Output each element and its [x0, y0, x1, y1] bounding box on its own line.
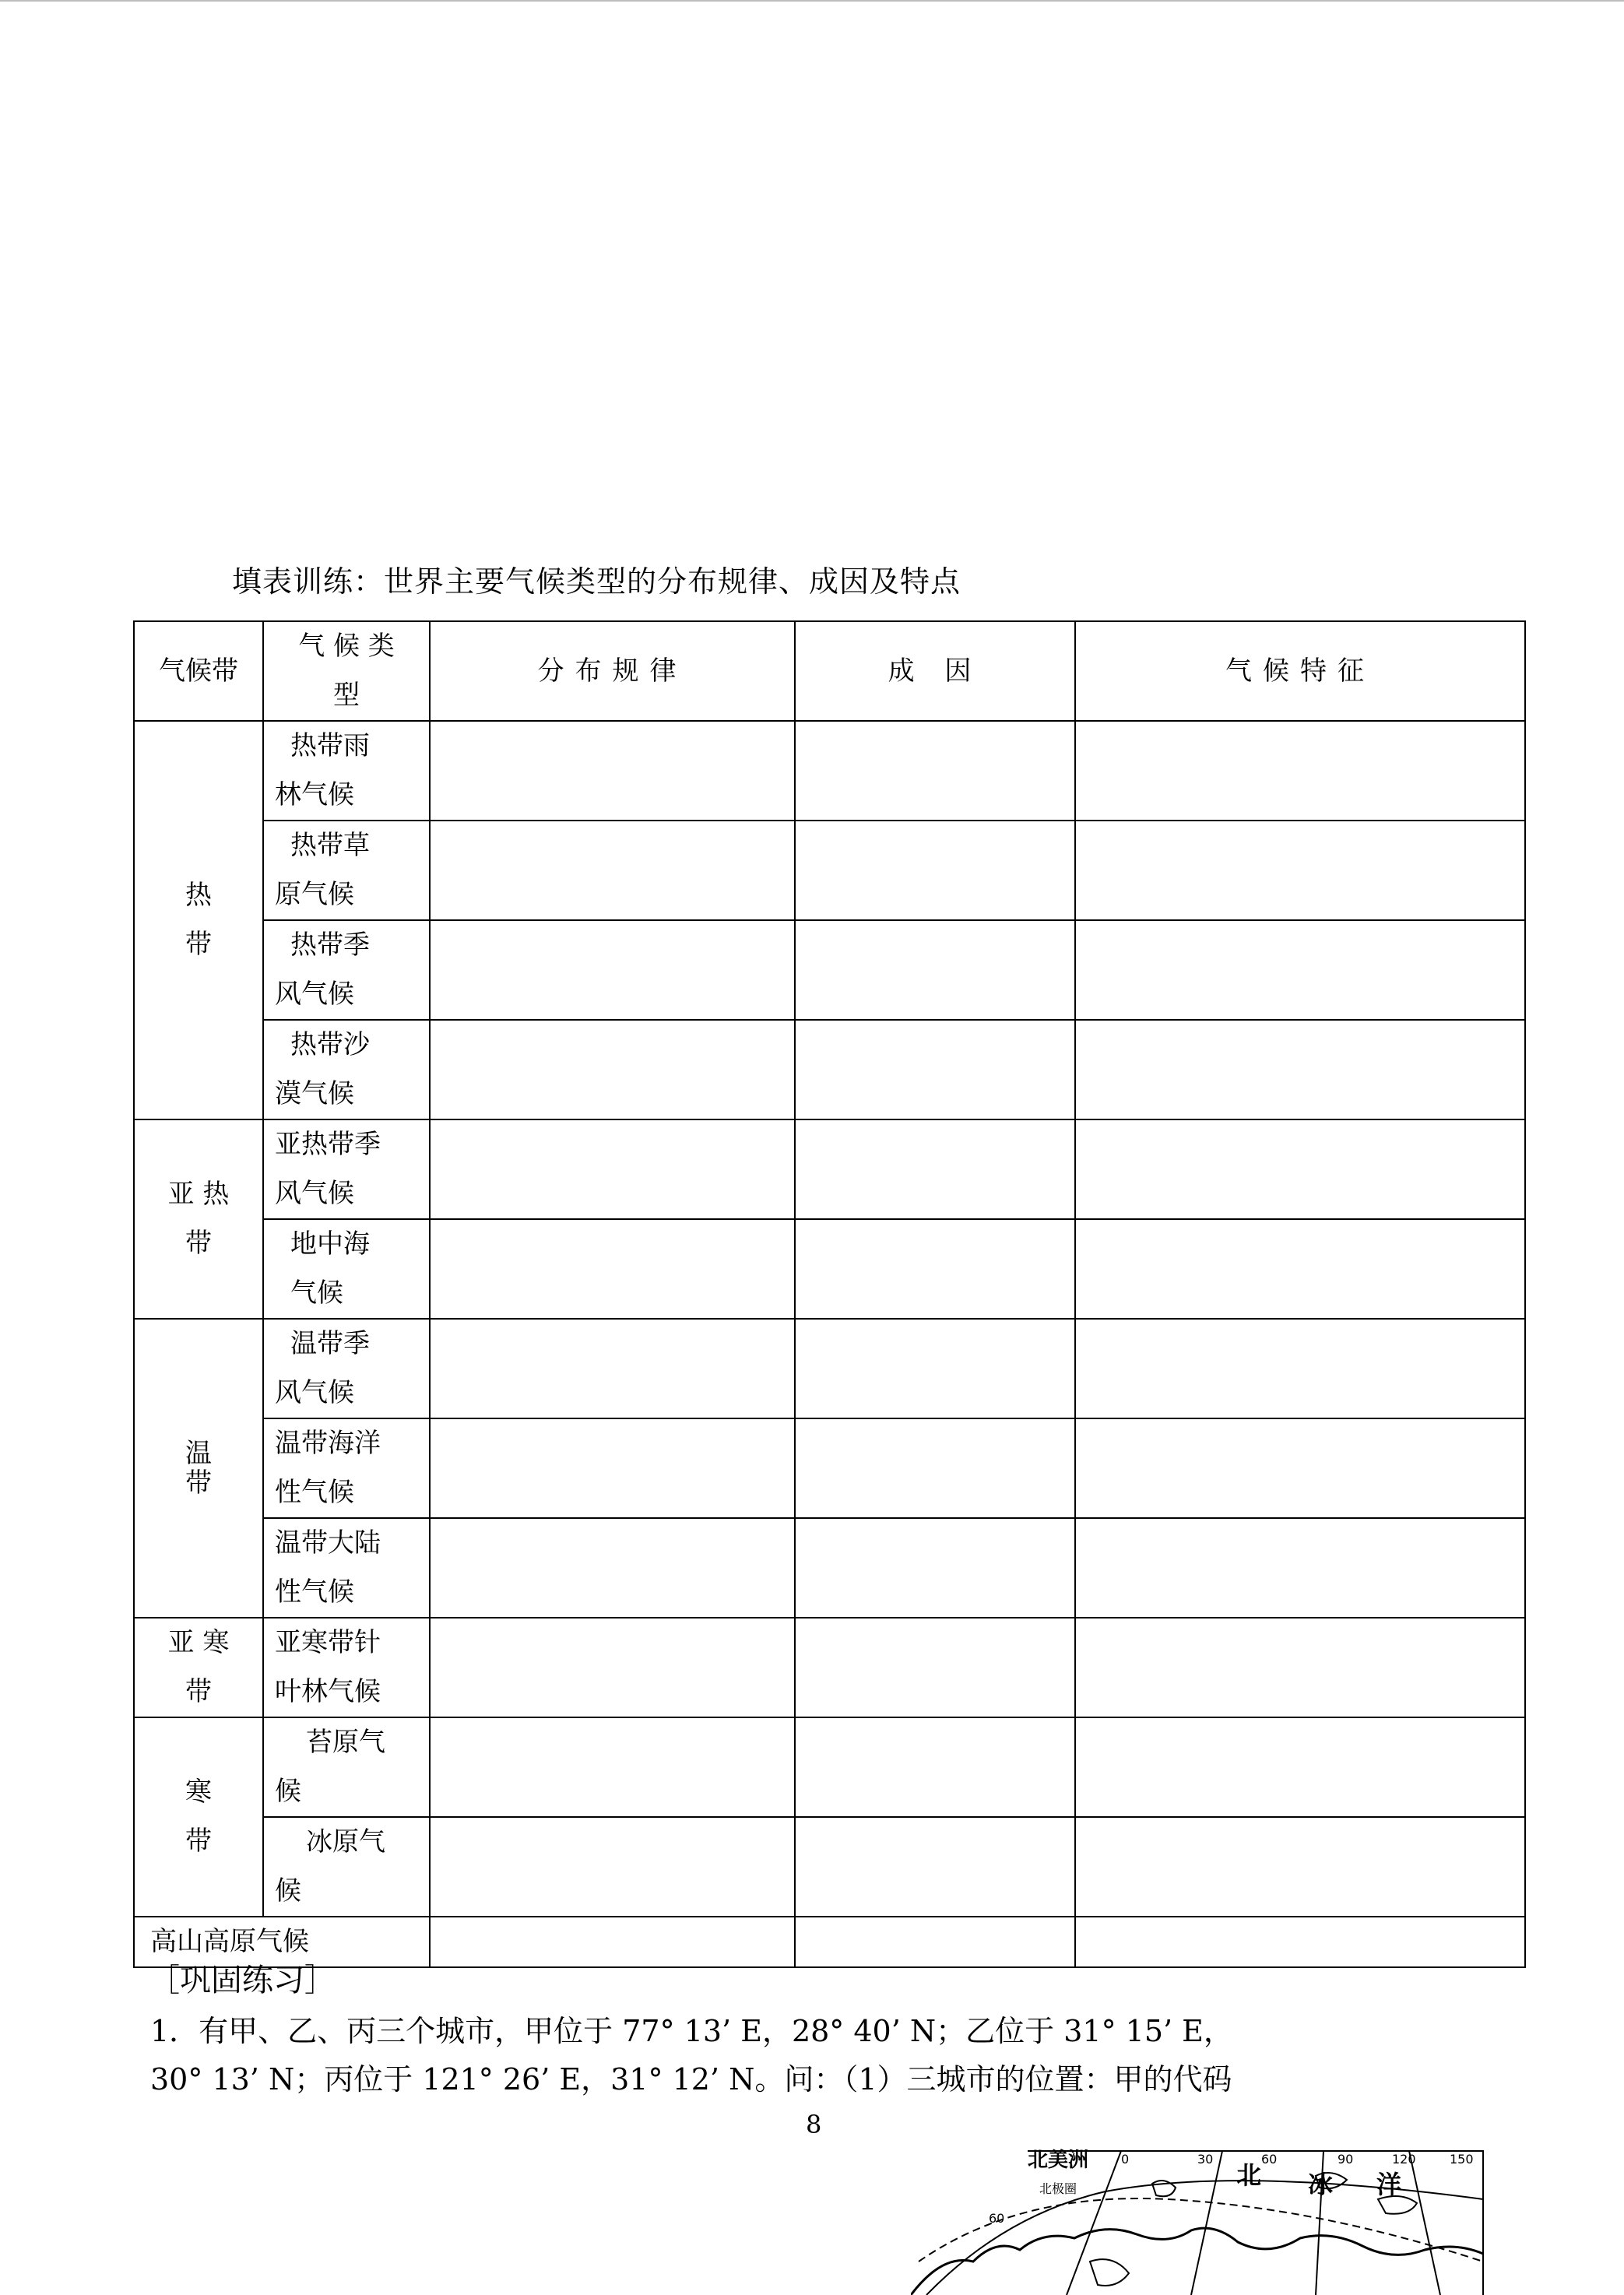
type-line: 性气候: [275, 1477, 354, 1508]
feature-blank[interactable]: [1075, 1020, 1525, 1119]
cause-blank[interactable]: [795, 721, 1075, 821]
table-row: [134, 1119, 1525, 1219]
type-line: 冰原气: [306, 1826, 385, 1857]
table-row-highland: [134, 1917, 1525, 1967]
map-label-continent: 北美洲: [1028, 2149, 1089, 2172]
type-line: 风气候: [275, 1178, 354, 1209]
cause-blank[interactable]: [795, 1418, 1075, 1518]
type-line: 温带海洋: [275, 1428, 381, 1459]
zone-subtropical: [134, 1119, 263, 1319]
type-line: 漠气候: [275, 1078, 354, 1109]
section-heading: ［巩固练习］: [149, 1963, 336, 1998]
header-type-line1: 气 候 类: [298, 631, 395, 662]
table-row: [134, 1618, 1525, 1717]
type-line: 原气候: [275, 879, 354, 910]
table-row: [134, 1717, 1525, 1817]
header-type: [263, 621, 430, 721]
table-header-row: [134, 621, 1525, 721]
type-line: 性气候: [275, 1576, 354, 1608]
distribution-blank[interactable]: [430, 920, 795, 1020]
table-row: [134, 1817, 1525, 1917]
zone-label: 热: [185, 880, 212, 911]
distribution-blank[interactable]: [430, 1319, 795, 1418]
distribution-blank[interactable]: [430, 1119, 795, 1219]
question-text-line2: 30° 13’ N；丙位于 121° 26’ E，31° 12’ N。问：（1）三城市的位置：甲的代码: [150, 2062, 1232, 2096]
distribution-blank[interactable]: [430, 1717, 795, 1817]
feature-blank[interactable]: [1075, 1319, 1525, 1418]
table-row: [134, 920, 1525, 1020]
cause-blank[interactable]: [795, 1618, 1075, 1717]
map-label-lon0: 0: [1121, 2152, 1130, 2167]
feature-blank[interactable]: [1075, 1817, 1525, 1917]
cause-blank[interactable]: [795, 1518, 1075, 1618]
type-line: 温带大陆: [275, 1527, 381, 1559]
meridian: [1191, 2151, 1222, 2295]
type-line: 热带季: [290, 930, 370, 961]
table-row: [134, 1319, 1525, 1418]
zone-label: 带: [185, 1676, 212, 1707]
feature-blank[interactable]: [1075, 1219, 1525, 1319]
distribution-blank[interactable]: [430, 1618, 795, 1717]
type-line: 风气候: [275, 1377, 354, 1408]
header-type-line2: 型: [333, 680, 360, 711]
type-line: 叶林气候: [275, 1676, 381, 1707]
header-feature: 气候特征: [1075, 621, 1525, 721]
zone-label: 带: [185, 929, 212, 960]
distribution-blank[interactable]: [430, 821, 795, 920]
zone-temperate: [134, 1319, 263, 1618]
feature-blank[interactable]: [1075, 1618, 1525, 1717]
cause-blank[interactable]: [795, 1717, 1075, 1817]
climate-type-cell: [263, 1817, 430, 1917]
type-line: 候: [275, 1875, 301, 1907]
table-row: [134, 1518, 1525, 1618]
map-label-ocean: 北: [1236, 2160, 1262, 2190]
zone-label: 温: [185, 1438, 212, 1469]
table-row: [134, 721, 1525, 821]
type-line: 候: [275, 1776, 301, 1807]
arctic-map: [911, 2145, 1487, 2295]
cause-blank[interactable]: [795, 1917, 1075, 1967]
question-text-line1: 1．有甲、乙、丙三个城市，甲位于 77° 13’ E，28° 40’ N；乙位于 31° 15’ E，: [150, 2014, 1233, 2048]
climate-type-cell: [263, 721, 430, 821]
feature-blank[interactable]: [1075, 821, 1525, 920]
table-row: [134, 1219, 1525, 1319]
climate-type-cell: [263, 1219, 430, 1319]
climate-type-cell: [263, 1119, 430, 1219]
type-line: 热带沙: [290, 1029, 370, 1060]
climate-type-cell: [263, 821, 430, 920]
highland-label: 高山高原气候: [134, 1917, 430, 1967]
distribution-blank[interactable]: [430, 1418, 795, 1518]
map-label-lon90: 90: [1338, 2152, 1354, 2167]
meridian: [1409, 2151, 1440, 2295]
type-line: 气候: [290, 1278, 343, 1309]
zone-label: 亚 热: [167, 1179, 230, 1210]
type-line: 亚热带季: [275, 1129, 381, 1160]
distribution-blank[interactable]: [430, 1219, 795, 1319]
feature-blank[interactable]: [1075, 1917, 1525, 1967]
page-top-edge: [0, 0, 1624, 2]
map-label-lon120: 120: [1392, 2152, 1416, 2167]
climate-type-cell: [263, 920, 430, 1020]
type-line: 热带雨: [290, 730, 370, 761]
land-outline: [1090, 2259, 1129, 2286]
map-label-lon150: 150: [1450, 2152, 1474, 2167]
climate-type-cell: [263, 1618, 430, 1717]
header-zone: 气候带: [134, 621, 263, 721]
type-line: 风气候: [275, 979, 354, 1010]
map-label-lon60: 60: [1261, 2152, 1278, 2167]
climate-type-cell: [263, 1020, 430, 1119]
feature-blank[interactable]: [1075, 1717, 1525, 1817]
zone-frigid: [134, 1717, 263, 1917]
type-line: 温带季: [290, 1328, 370, 1359]
feature-blank[interactable]: [1075, 920, 1525, 1020]
feature-blank[interactable]: [1075, 721, 1525, 821]
distribution-blank[interactable]: [430, 1020, 795, 1119]
type-line: 苔原气: [306, 1727, 385, 1758]
map-label-ocean: 洋: [1376, 2170, 1402, 2199]
zone-label: 寒: [185, 1777, 212, 1808]
map-label-lon30: 30: [1197, 2152, 1214, 2167]
table-row: [134, 821, 1525, 920]
type-line: 林气候: [275, 779, 354, 810]
zone-subarctic: [134, 1618, 263, 1717]
header-distribution: 分布规律: [430, 621, 795, 721]
cause-blank[interactable]: [795, 1119, 1075, 1219]
page-title: 填表训练：世界主要气候类型的分布规律、成因及特点: [232, 564, 961, 599]
distribution-blank[interactable]: [430, 1518, 795, 1618]
cause-blank[interactable]: [795, 1219, 1075, 1319]
zone-tropical: [134, 721, 263, 1119]
distribution-blank[interactable]: [430, 1817, 795, 1917]
feature-blank[interactable]: [1075, 1119, 1525, 1219]
zone-label: 带: [185, 1826, 212, 1857]
distribution-blank[interactable]: [430, 721, 795, 821]
climate-type-cell: [263, 1717, 430, 1817]
climate-table: [133, 620, 1526, 1968]
zone-label: 带: [185, 1228, 212, 1259]
type-line: 地中海: [290, 1228, 370, 1260]
map-label-ocean: 冰: [1308, 2170, 1334, 2199]
cause-blank[interactable]: [795, 1319, 1075, 1418]
distribution-blank[interactable]: [430, 1917, 795, 1967]
feature-blank[interactable]: [1075, 1518, 1525, 1618]
type-line: 热带草: [290, 830, 370, 861]
climate-type-cell: [263, 1518, 430, 1618]
coastline: [911, 2228, 1483, 2295]
table-row: [134, 1020, 1525, 1119]
type-line: 亚寒带针: [275, 1627, 381, 1658]
climate-type-cell: [263, 1418, 430, 1518]
header-cause: 成 因: [795, 621, 1075, 721]
cause-blank[interactable]: [795, 821, 1075, 920]
zone-label: 带: [185, 1467, 212, 1499]
climate-type-cell: [263, 1319, 430, 1418]
map-label-lat60: 60: [989, 2211, 1005, 2226]
cause-blank[interactable]: [795, 1020, 1075, 1119]
cause-blank[interactable]: [795, 1817, 1075, 1917]
table-row: [134, 1418, 1525, 1518]
zone-label: 亚 寒: [167, 1627, 230, 1658]
page-number: 8: [806, 2110, 822, 2139]
feature-blank[interactable]: [1075, 1418, 1525, 1518]
map-label-arctic-circle: 北极圈: [1039, 2181, 1077, 2196]
cause-blank[interactable]: [795, 920, 1075, 1020]
